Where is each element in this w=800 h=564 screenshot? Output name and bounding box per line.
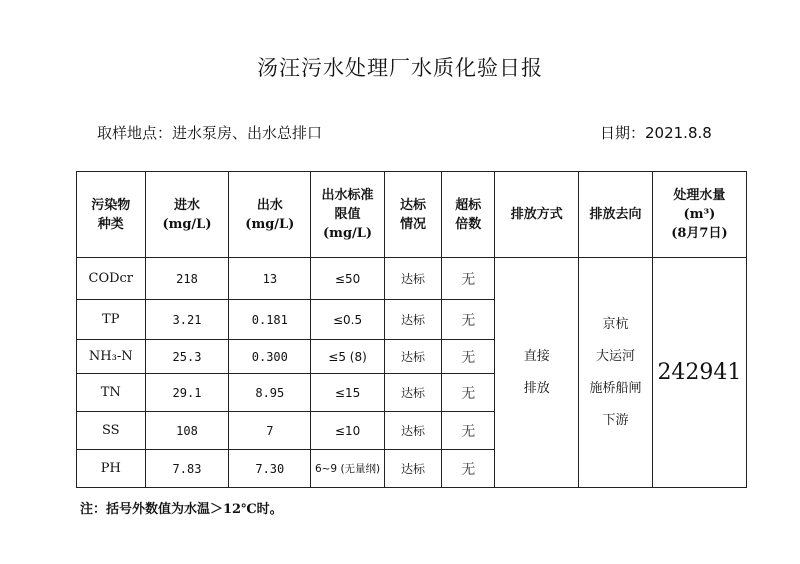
pollutant-cell: SS bbox=[77, 412, 146, 450]
compliance-cell: 达标 bbox=[384, 340, 441, 374]
influent-cell: 7.83 bbox=[145, 450, 229, 488]
compliance-cell: 达标 bbox=[384, 300, 441, 340]
effluent-cell: 8.95 bbox=[229, 374, 311, 412]
standard-cell: 6~9 (无量纲) bbox=[311, 450, 385, 488]
header-compliance: 达标 情况 bbox=[384, 172, 441, 258]
header-discharge-method: 排放方式 bbox=[495, 172, 579, 258]
table-row bbox=[77, 258, 747, 300]
pollutant-cell: TP bbox=[77, 300, 146, 340]
header-discharge-destination: 排放去向 bbox=[579, 172, 653, 258]
pollutant-cell: NH₃-N bbox=[77, 340, 146, 374]
exceed-cell: 无 bbox=[442, 258, 495, 300]
effluent-cell: 7.30 bbox=[229, 450, 311, 488]
effluent-cell: 0.181 bbox=[229, 300, 311, 340]
influent-cell: 108 bbox=[145, 412, 229, 450]
standard-cell: ≤15 bbox=[311, 374, 385, 412]
influent-cell: 29.1 bbox=[145, 374, 229, 412]
standard-cell: ≤50 bbox=[311, 258, 385, 300]
influent-cell: 3.21 bbox=[145, 300, 229, 340]
influent-cell: 25.3 bbox=[145, 340, 229, 374]
compliance-cell: 达标 bbox=[384, 374, 441, 412]
header-row bbox=[77, 172, 747, 258]
standard-cell: ≤5 (8) bbox=[311, 340, 385, 374]
report-date: 日期：2021.8.8 bbox=[600, 124, 712, 142]
volume-cell: 242941 bbox=[652, 258, 746, 488]
discharge-destination-cell: 京杭 大运河 施桥船闸 下游 bbox=[579, 258, 653, 488]
standard-cell: ≤10 bbox=[311, 412, 385, 450]
header-influent: 进水 (mg/L) bbox=[145, 172, 229, 258]
pollutant-cell: PH bbox=[77, 450, 146, 488]
influent-cell: 218 bbox=[145, 258, 229, 300]
footnote: 注：括号外数值为水温＞12℃时。 bbox=[80, 502, 283, 517]
water-quality-table bbox=[76, 171, 747, 488]
compliance-cell: 达标 bbox=[384, 412, 441, 450]
report-title: 汤汪污水处理厂水质化验日报 bbox=[257, 56, 543, 80]
exceed-cell: 无 bbox=[442, 374, 495, 412]
header-effluent: 出水 (mg/L) bbox=[229, 172, 311, 258]
sampling-location: 取样地点：进水泵房、出水总排口 bbox=[97, 124, 323, 142]
header-pollutant: 污染物 种类 bbox=[77, 172, 146, 258]
exceed-cell: 无 bbox=[442, 340, 495, 374]
pollutant-cell: TN bbox=[77, 374, 146, 412]
effluent-cell: 13 bbox=[229, 258, 311, 300]
compliance-cell: 达标 bbox=[384, 258, 441, 300]
exceed-cell: 无 bbox=[442, 412, 495, 450]
effluent-cell: 7 bbox=[229, 412, 311, 450]
discharge-method-cell: 直接 排放 bbox=[495, 258, 579, 488]
header-exceed: 超标 倍数 bbox=[442, 172, 495, 258]
effluent-cell: 0.300 bbox=[229, 340, 311, 374]
standard-cell: ≤0.5 bbox=[311, 300, 385, 340]
header-standard: 出水标准 限值 (mg/L) bbox=[311, 172, 385, 258]
header-volume: 处理水量 (m³) (8月7日) bbox=[652, 172, 746, 258]
exceed-cell: 无 bbox=[442, 300, 495, 340]
compliance-cell: 达标 bbox=[384, 450, 441, 488]
exceed-cell: 无 bbox=[442, 450, 495, 488]
pollutant-cell: CODcr bbox=[77, 258, 146, 300]
